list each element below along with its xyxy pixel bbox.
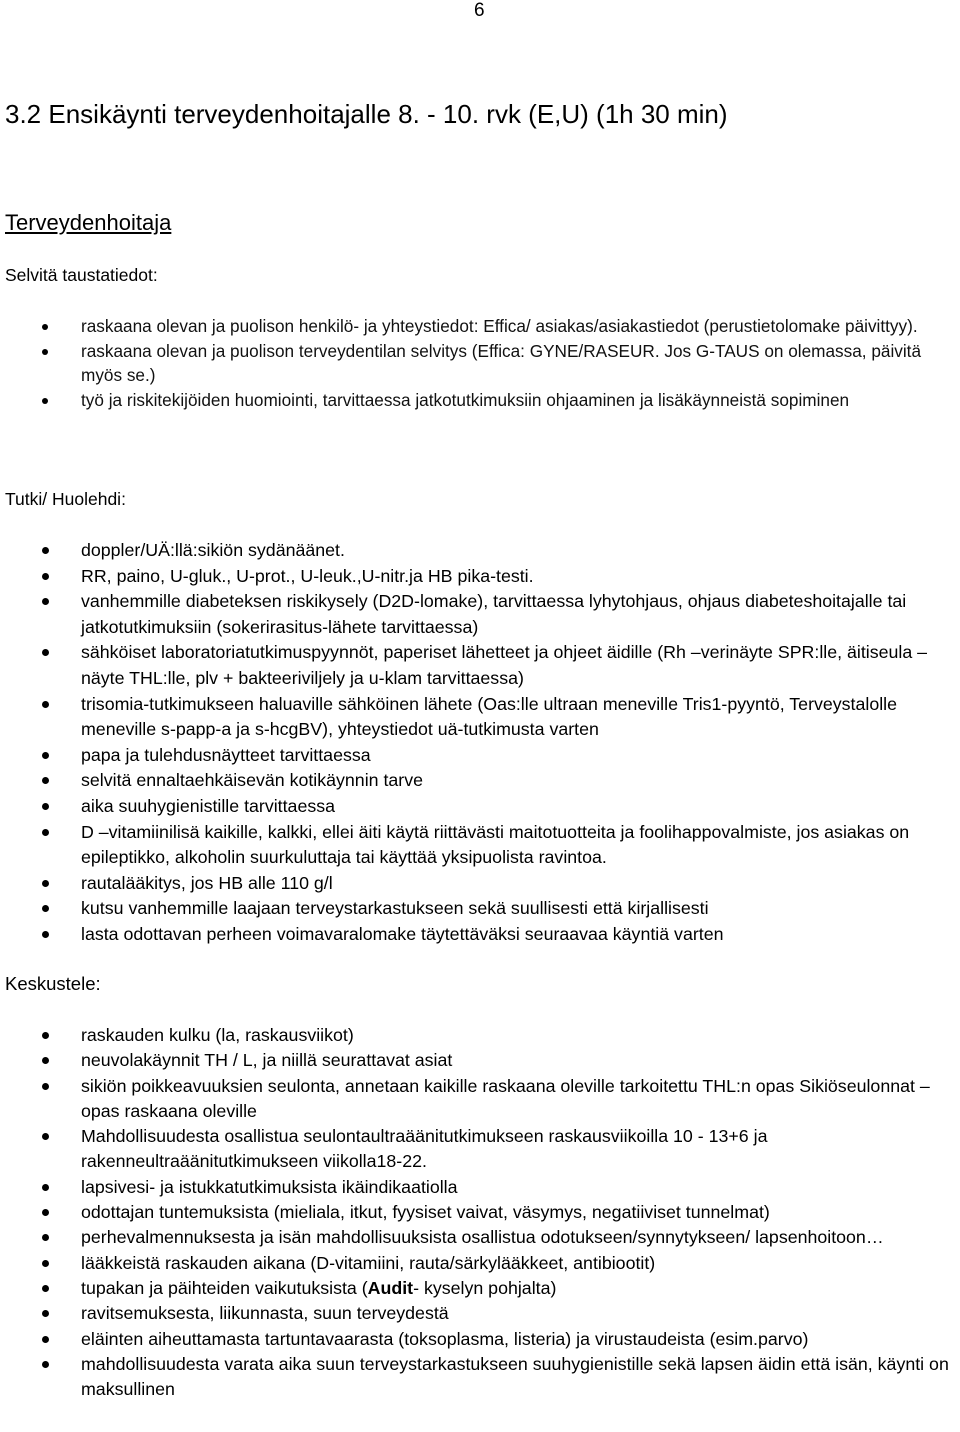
bullet-icon	[42, 1285, 49, 1292]
list-item: raskauden kulku (la, raskausviikot)	[0, 1023, 960, 1048]
list-item: rautalääkitys, jos HB alle 110 g/l	[0, 871, 960, 897]
bullet-icon	[42, 1260, 49, 1267]
list-item: Mahdollisuudesta osallistua seulontaultraäänitutkimukseen raskausviikoilla 10 - 13+6 ja rakenneultraäänitutkimukseen viikolla18-22.	[0, 1124, 960, 1175]
list-item: sähköiset laboratoriatutkimuspyynnöt, paperiset lähetteet ja ohjeet äidille (Rh –verinäyte SPR:lle, äitiseula –näyte THL:lle, plv + bakteeriviljely ja u-klam tarvittaessa)	[0, 640, 960, 691]
list-item: lasta odottavan perheen voimavaralomake täytettäväksi seuraavaa käyntiä varten	[0, 922, 960, 948]
bullet-icon	[42, 931, 49, 938]
discuss-list	[0, 1023, 960, 1402]
list-item: perhevalmennuksesta ja isän mahdollisuuksista osallistua odotukseen/synnytykseen/ lapsenhoitoon…	[0, 1225, 960, 1250]
section-label-tutki-huolehdi: Tutki/ Huolehdi:	[5, 489, 126, 509]
bullet-icon	[42, 880, 49, 887]
audit-bold-text: Audit	[367, 1277, 414, 1298]
bullet-icon	[42, 598, 49, 605]
bullet-icon	[42, 1133, 49, 1140]
bullet-icon	[42, 1209, 49, 1216]
list-item: neuvolakäynnit TH / L, ja niillä seurattavat asiat	[0, 1048, 960, 1073]
bullet-icon	[42, 829, 49, 836]
bullet-icon	[42, 1361, 49, 1368]
examine-list	[0, 538, 960, 948]
section-label-taustatiedot: Selvitä taustatiedot:	[5, 265, 158, 285]
list-item: raskaana olevan ja puolison terveydentilan selvitys (Effica: GYNE/RASEUR. Jos G-TAUS on olemassa, päivitä myös se.)	[0, 339, 960, 388]
list-item: D –vitamiinilisä kaikille, kalkki, ellei äiti käytä riittävästi maitotuotteita ja foolihappovalmiste, jos asiakas on epileptikko, alkoholin suurkuluttaja tai käyttää yksipuolista ravintoa.	[0, 820, 960, 871]
list-item: odottajan tuntemuksista (mieliala, itkut, fyysiset vaivat, väsymys, negatiiviset tunnelmat)	[0, 1200, 960, 1225]
list-item: lääkkeistä raskauden aikana (D-vitamiini, rauta/särkylääkkeet, antibiootit)	[0, 1251, 960, 1276]
bullet-icon	[42, 1310, 49, 1317]
list-item: mahdollisuudesta varata aika suun terveystarkastukseen suuhygienistille sekä lapsen äidin että isän, käynti on maksullinen	[0, 1352, 960, 1403]
list-item: kutsu vanhemmille laajaan terveystarkastukseen sekä suullisesti että kirjallisesti	[0, 896, 960, 922]
bullet-icon	[42, 777, 49, 784]
bullet-icon	[42, 547, 49, 554]
list-item: sikiön poikkeavuuksien seulonta, annetaan kaikille raskaana oleville tarkoitettu THL:n opas Sikiöseulonnat – opas raskaana oleville	[0, 1074, 960, 1125]
bullet-icon	[42, 324, 48, 330]
bullet-icon	[42, 398, 48, 404]
bullet-icon	[42, 1336, 49, 1343]
background-info-list	[0, 314, 960, 412]
list-item: ravitsemuksesta, liikunnasta, suun terveydestä	[0, 1301, 960, 1326]
list-item: trisomia-tutkimukseen haluaville sähköinen lähete (Oas:lle ultraan meneville Tris1-pyyntö, Terveystalolle meneville s-papp-a ja s-hcgBV), yhteystiedot uä-tutkimusta varten	[0, 692, 960, 743]
section-heading-terveydenhoitaja: Terveydenhoitaja	[5, 210, 172, 235]
section-label-keskustele: Keskustele:	[5, 973, 101, 994]
bullet-icon	[42, 1184, 49, 1191]
list-item: doppler/UÄ:llä:sikiön sydänäänet.	[0, 538, 960, 564]
list-item: selvitä ennaltaehkäisevän kotikäynnin tarve	[0, 768, 960, 794]
page-title: 3.2 Ensikäynti terveydenhoitajalle 8. - 10. rvk (E,U) (1h 30 min)	[5, 99, 728, 129]
bullet-icon	[42, 1057, 49, 1064]
bullet-icon	[42, 1083, 49, 1090]
bullet-icon	[42, 701, 49, 708]
list-item: tupakan ja päihteiden vaikutuksista (Audit- kyselyn pohjalta)	[0, 1276, 960, 1301]
bullet-icon	[42, 349, 48, 355]
list-item: papa ja tulehdusnäytteet tarvittaessa	[0, 743, 960, 769]
bullet-icon	[42, 1234, 49, 1241]
list-item: aika suuhygienistille tarvittaessa	[0, 794, 960, 820]
bullet-icon	[42, 1032, 49, 1039]
list-item: vanhemmille diabeteksen riskikysely (D2D-lomake), tarvittaessa lyhytohjaus, ohjaus diabeteshoitajalle tai jatkotutkimuksiin (sokerirasitus-lähete tarvittaessa)	[0, 589, 960, 640]
bullet-icon	[42, 573, 49, 580]
list-item: eläinten aiheuttamasta tartuntavaarasta (toksoplasma, listeria) ja virustaudeista (esim.parvo)	[0, 1327, 960, 1352]
bullet-icon	[42, 803, 49, 810]
bullet-icon	[42, 905, 49, 912]
list-item: RR, paino, U-gluk., U-prot., U-leuk.,U-nitr.ja HB pika-testi.	[0, 564, 960, 590]
page-number: 6	[474, 0, 485, 21]
list-item: raskaana olevan ja puolison henkilö- ja yhteystiedot: Effica/ asiakas/asiakastiedot (perustietolomake päivittyy).	[0, 314, 960, 339]
list-item: työ ja riskitekijöiden huomiointi, tarvittaessa jatkotutkimuksiin ohjaaminen ja lisäkäynneistä sopiminen	[0, 388, 960, 413]
list-item: lapsivesi- ja istukkatutkimuksista ikäindikaatiolla	[0, 1175, 960, 1200]
bullet-icon	[42, 649, 49, 656]
bullet-icon	[42, 752, 49, 759]
